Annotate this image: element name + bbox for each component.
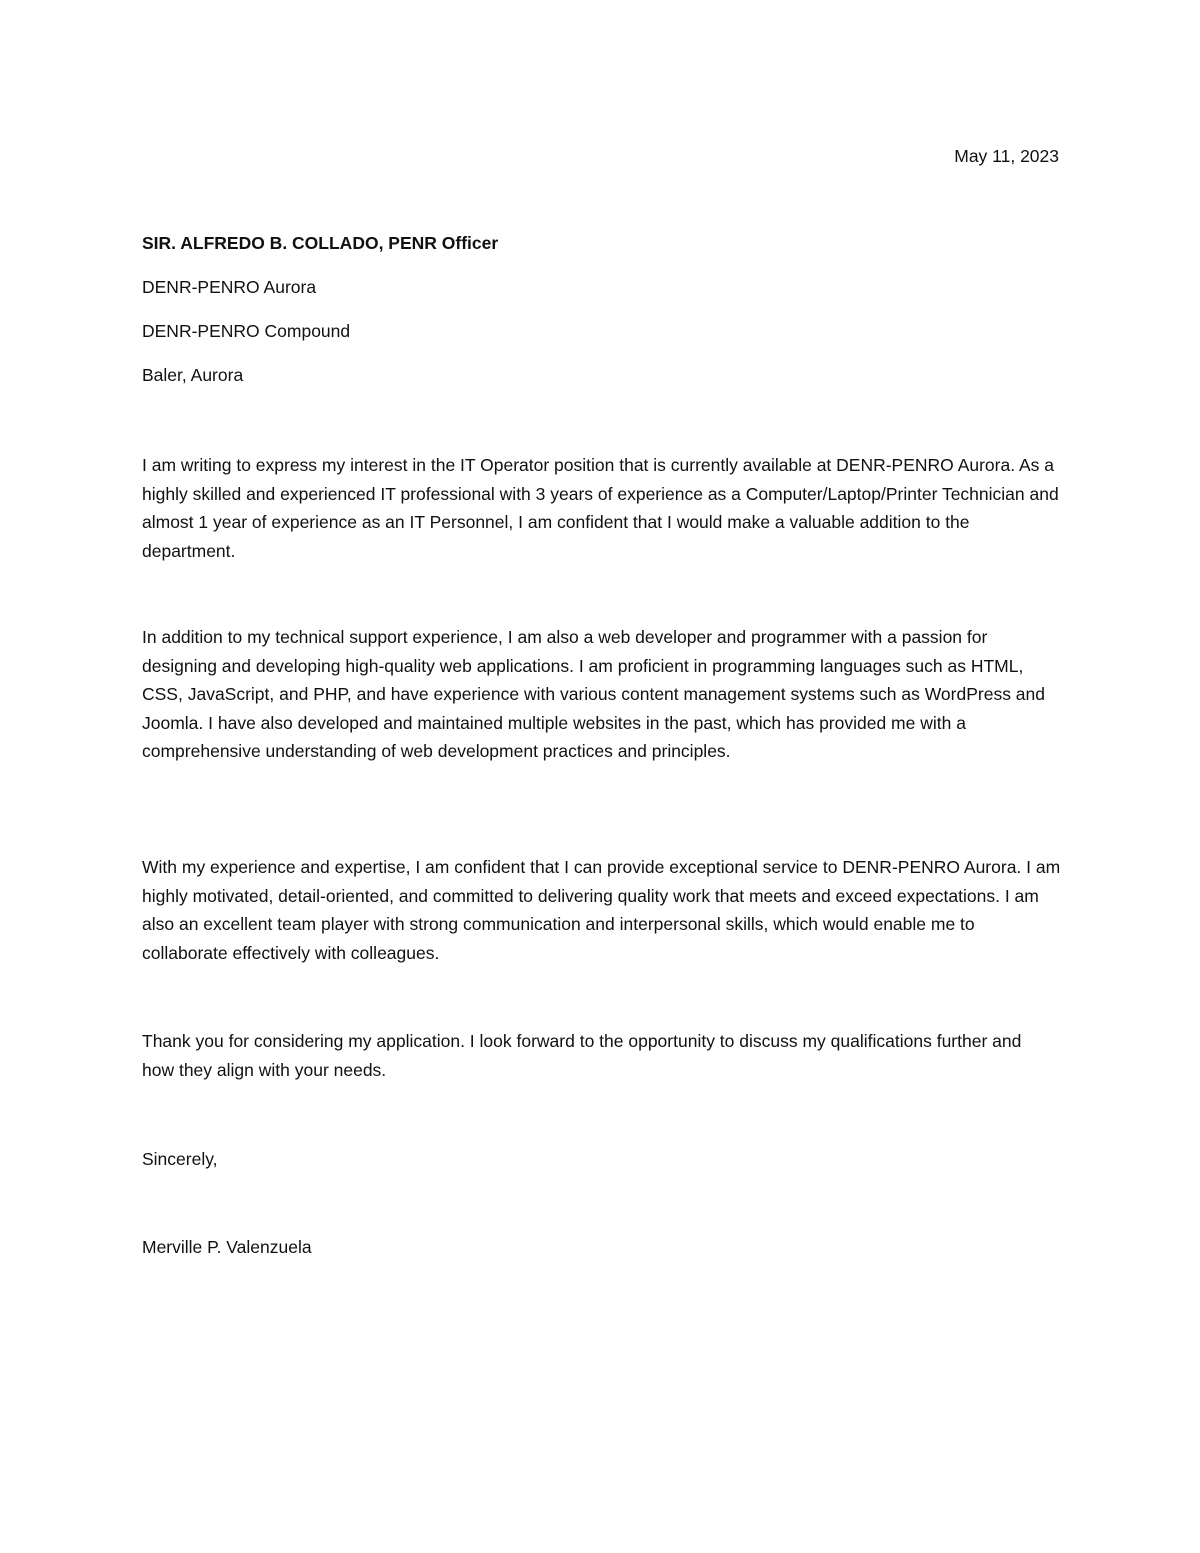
closing-salutation: Sincerely,: [142, 1149, 218, 1169]
body-paragraph-introduction: I am writing to express my interest in the IT Operator position that is currently available at DENR-PENRO Aurora. As a highly skilled and experienced IT professional with 3 years of experience as a Computer/Laptop/Printer Technician and almost 1 year of experience as an IT Personnel, I am confident that I would make a valuable addition to the department.: [142, 455, 1059, 561]
body-paragraph-qualifications: With my experience and expertise, I am confident that I can provide exceptional service to DENR-PENRO Aurora. I am highly motivated, detail-oriented, and committed to delivering quality work that meets and exceed expectations. I am also an excellent team player with strong communication and interpersonal skills, which would enable me to collaborate effectively with colleagues.: [142, 857, 1061, 963]
recipient-location: Baler, Aurora: [142, 365, 244, 385]
recipient-office: DENR-PENRO Aurora: [142, 277, 317, 297]
letter-date: May 11, 2023: [954, 146, 1059, 166]
recipient-compound: DENR-PENRO Compound: [142, 321, 351, 341]
body-paragraph-thank-you: Thank you for considering my application. I look forward to the opportunity to discuss my qualifications further and how they align with your needs.: [142, 1031, 1022, 1080]
signature-name: Merville P. Valenzuela: [142, 1237, 312, 1257]
recipient-name: SIR. ALFREDO B. COLLADO, PENR Officer: [142, 233, 499, 253]
body-paragraph-web-development: In addition to my technical support experience, I am also a web developer and programmer with a passion for designing and developing high-quality web applications. I am proficient in programming languages such as HTML, CSS, JavaScript, and PHP, and have experience with various content management systems such as WordPress and Joomla. I have also developed and maintained multiple websites in the past, which has provided me with a comprehensive understanding of web development practices and principles.: [142, 627, 1046, 761]
